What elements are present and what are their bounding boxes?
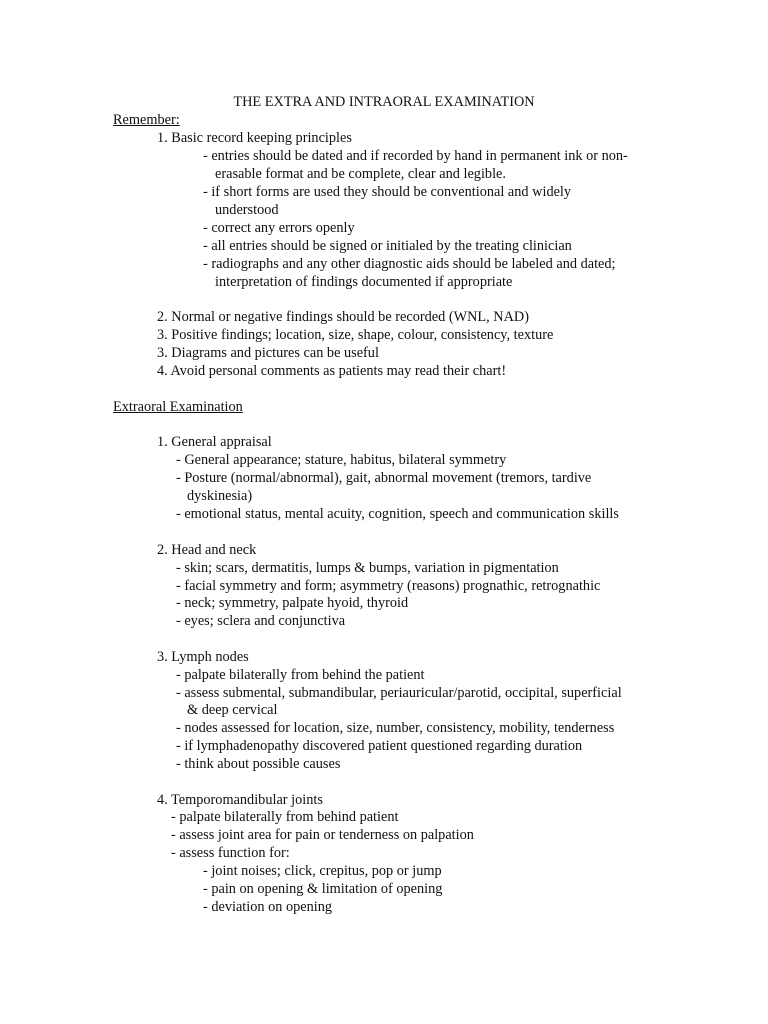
list-item: 3. Diagrams and pictures can be useful [157,345,379,361]
section-label-head-neck: 2. Head and neck [157,542,257,558]
list-item: 4. Avoid personal comments as patients may read their chart! [157,363,507,379]
tmj-line: - palpate bilaterally from behind patient [171,809,399,825]
lymph-nodes-line: - palpate bilaterally from behind the patient [176,667,425,683]
head-neck-line: - facial symmetry and form; asymmetry (reasons) prognathic, retrognathic [176,578,601,594]
general-appraisal-line: - Posture (normal/abnormal), gait, abnormal movement (tremors, tardive [176,470,592,486]
section-label-general-appraisal: 1. General appraisal [157,434,272,450]
section-label-lymph-nodes: 3. Lymph nodes [157,649,249,665]
list-item-record-keeping: 1. Basic record keeping principles [157,130,352,146]
tmj-line: - assess function for: [171,845,290,861]
tmj-function-line: - joint noises; click, crepitus, pop or jump [203,863,442,879]
record-keeping-line: - correct any errors openly [203,220,355,236]
section-label-tmj: 4. Temporomandibular joints [157,792,323,808]
general-appraisal-line: - emotional status, mental acuity, cognition, speech and communication skills [176,506,619,522]
record-keeping-line: - radiographs and any other diagnostic aids should be labeled and dated; [203,256,616,272]
general-appraisal-line: dyskinesia) [187,488,253,504]
extraoral-heading: Extraoral Examination [113,399,243,415]
lymph-nodes-line: - nodes assessed for location, size, number, consistency, mobility, tenderness [176,720,615,736]
head-neck-line: - eyes; sclera and conjunctiva [176,613,346,629]
record-keeping-line: interpretation of findings documented if appropriate [215,274,513,290]
page-title: THE EXTRA AND INTRAORAL EXAMINATION [233,94,535,110]
list-item: 2. Normal or negative findings should be recorded (WNL, NAD) [157,309,530,325]
tmj-line: - assess joint area for pain or tenderness on palpation [171,827,474,843]
remember-heading: Remember: [113,112,180,128]
general-appraisal-line: - General appearance; stature, habitus, bilateral symmetry [176,452,507,468]
record-keeping-line: - if short forms are used they should be conventional and widely [203,184,572,200]
lymph-nodes-line: & deep cervical [187,702,278,718]
list-item: 3. Positive findings; location, size, shape, colour, consistency, texture [157,327,554,343]
record-keeping-line: erasable format and be complete, clear and legible. [215,166,506,182]
lymph-nodes-line: - if lymphadenopathy discovered patient questioned regarding duration [176,738,583,754]
tmj-function-line: - deviation on opening [203,899,333,915]
head-neck-line: - skin; scars, dermatitis, lumps & bumps, variation in pigmentation [176,560,559,576]
lymph-nodes-line: - assess submental, submandibular, periauricular/parotid, occipital, superficial [176,685,622,701]
lymph-nodes-line: - think about possible causes [176,756,341,772]
record-keeping-line: understood [215,202,279,218]
head-neck-line: - neck; symmetry, palpate hyoid, thyroid [176,595,409,611]
record-keeping-line: - entries should be dated and if recorded by hand in permanent ink or non- [203,148,628,164]
record-keeping-line: - all entries should be signed or initialed by the treating clinician [203,238,572,254]
tmj-function-line: - pain on opening & limitation of opening [203,881,443,897]
